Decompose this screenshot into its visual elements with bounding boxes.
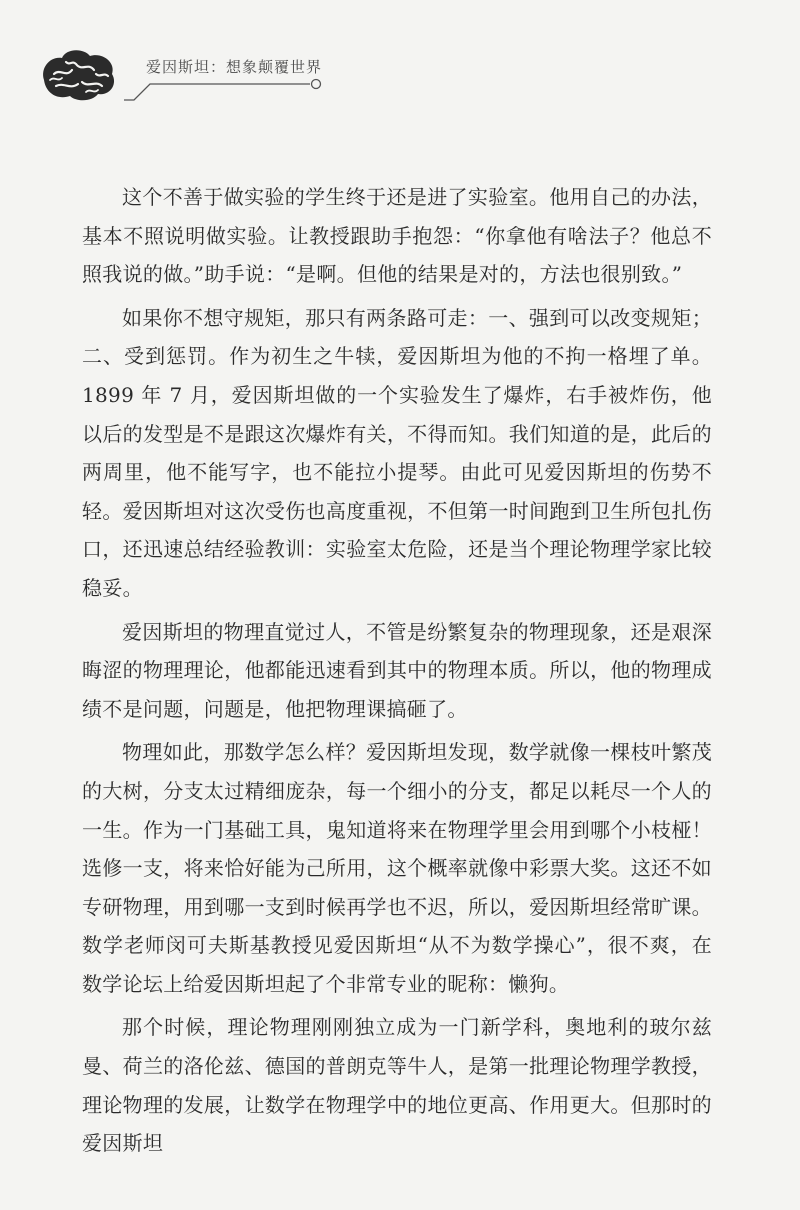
body-text [82,178,712,1168]
running-title: 爱因斯坦：想象颠覆世界 [146,58,323,76]
paragraph-4: 物理如此，那数学怎么样？爱因斯坦发现，数学就像一棵枝叶繁茂的大树，分支太过精细庞杂，每一个细小的分支，都足以耗尽一个人的一生。作为一门基础工具，鬼知道将来在物理学里会用到哪个小枝桠！选修一支，将来恰好能为己所用，这个概率就像中彩票大奖。这还不如专研物理，用到哪一支到时候再学也不迟，所以，爱因斯坦经常旷课。数学老师闵可夫斯基教授见爱因斯坦“从不为数学操心”，很不爽，在数学论坛上给爱因斯坦起了个非常专业的昵称：懒狗。 [82,740,712,996]
paragraph-3: 爱因斯坦的物理直觉过人，不管是纷繁复杂的物理现象，还是艰深晦涩的物理理论，他都能迅速看到其中的物理本质。所以，他的物理成绩不是问题，问题是，他把物理课搞砸了。 [82,619,712,721]
paragraph-1: 这个不善于做实验的学生终于还是进了实验室。他用自己的办法，基本不照说明做实验。让教授跟助手抱怨：“你拿他有啥法子？他总不照我说的做。”助手说：“是啊。但他的结果是对的，方法也很别致。” [82,185,712,287]
paragraph-5: 那个时候，理论物理刚刚独立成为一门新学科，奥地利的玻尔兹曼、荷兰的洛伦兹、德国的普朗克等牛人，是第一批理论物理学教授，理论物理的发展，让数学在物理学中的地位更高、作用更大。但那时的爱因斯坦 [82,1015,712,1156]
paragraph-2: 如果你不想守规矩，那只有两条路可走：一、强到可以改变规矩；二、受到惩罚。作为初生之牛犊，爱因斯坦为他的不拘一格埋了单。1899 年 7 月，爱因斯坦做的一个实验发生了爆炸，右手被炸伤，他以后的发型是不是跟这次爆炸有关，不得而知。我们知道的是，此后的两周里，他不能写字，也不能拉小提琴。由此可见爱因斯坦的伤势不轻。爱因斯坦对这次受伤也高度重视，不但第一时间跑到卫生所包扎伤口，还迅速总结经验教训：实验室太危险，还是当个理论物理学家比较稳妥。 [82,305,712,600]
brain-icon [36,44,120,106]
header-rule [0,0,800,130]
